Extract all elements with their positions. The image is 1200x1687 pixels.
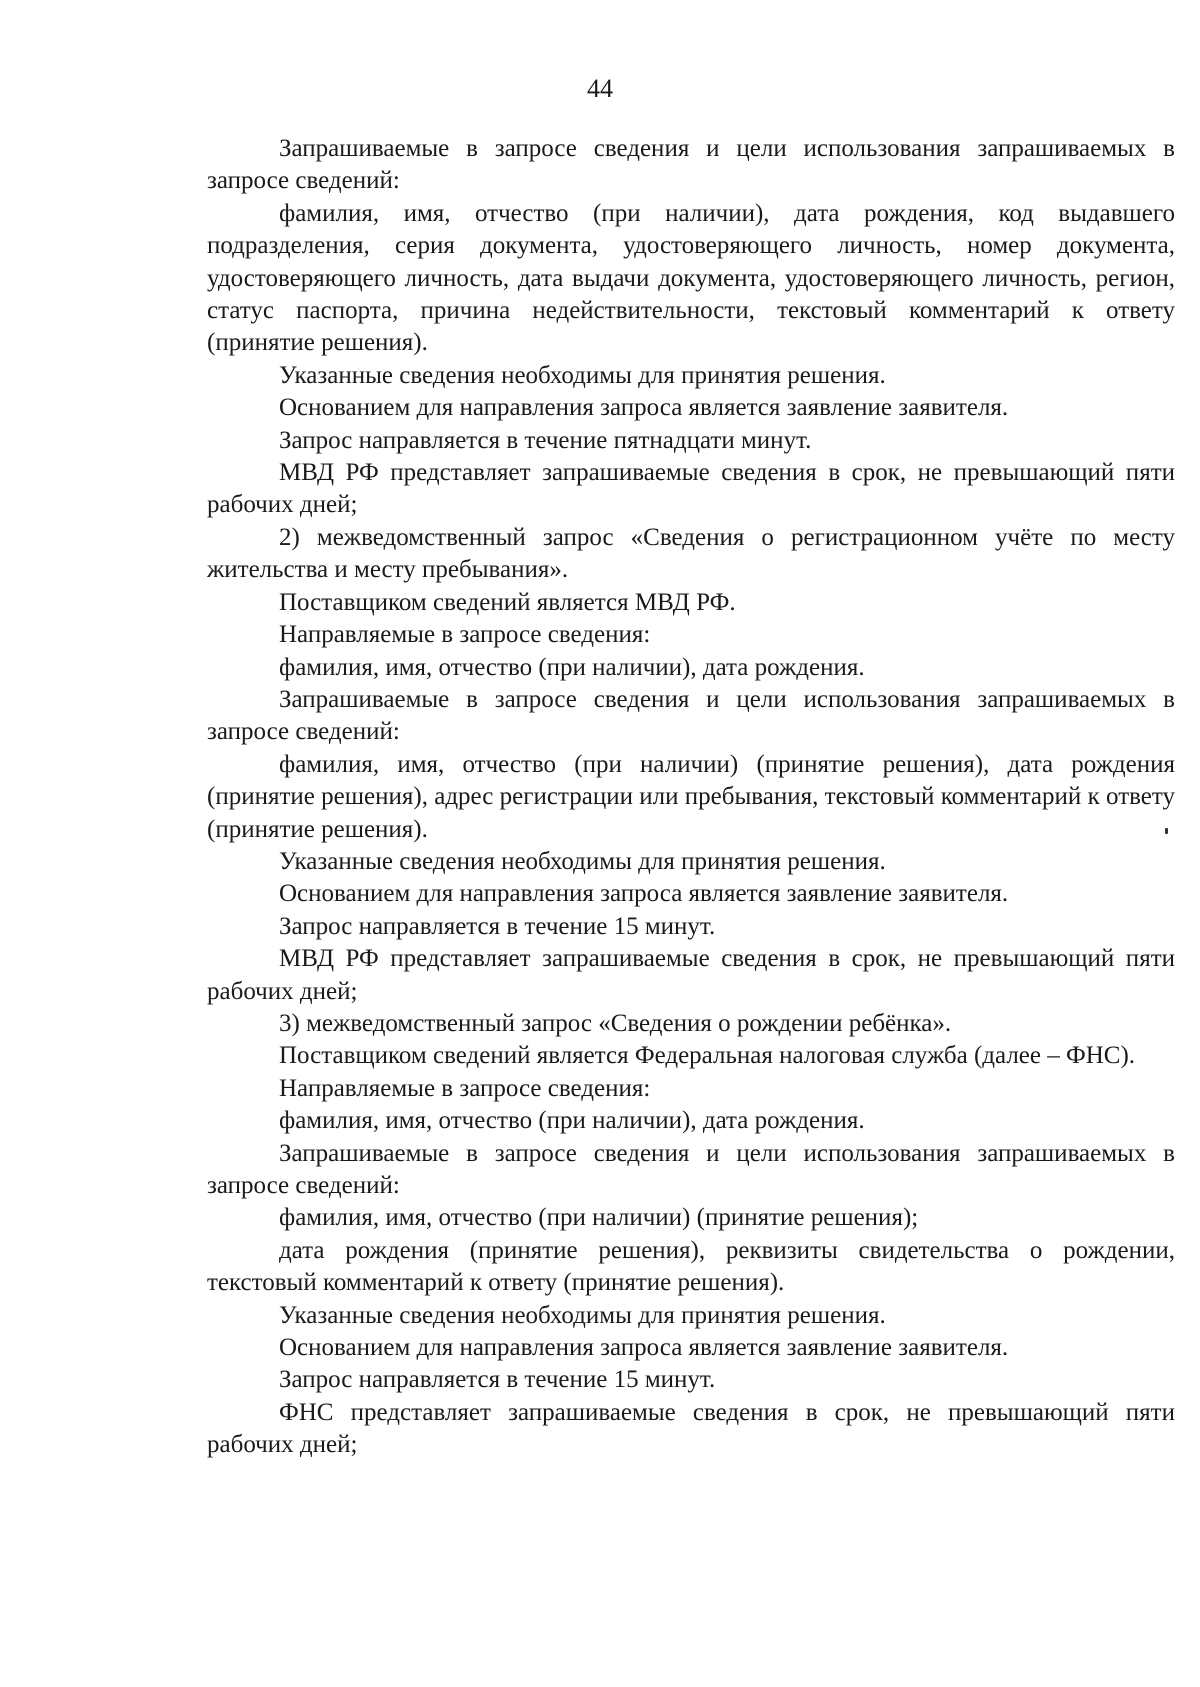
paragraph: Основанием для направления запроса является заявление заявителя. — [279, 394, 1009, 422]
paragraph: Указанные сведения необходимы для принятия решения. — [279, 847, 886, 875]
paragraph: Основанием для направления запроса является заявление заявителя. — [279, 880, 1009, 908]
paragraph: Запрос направляется в течение пятнадцати минут. — [279, 426, 812, 454]
paragraph: Запрашиваемые в запросе сведения и цели использования запрашиваемых в запросе сведений: — [207, 1139, 1175, 1199]
paragraph: фамилия, имя, отчество (при наличии), дата рождения. — [279, 653, 865, 681]
paragraph: Запрашиваемые в запросе сведения и цели использования запрашиваемых в запросе сведений: — [207, 685, 1175, 746]
paragraph: Указанные сведения необходимы для принятия решения. — [279, 361, 886, 389]
paragraph: Поставщиком сведений является МВД РФ. — [279, 588, 736, 616]
paragraph: Направляемые в запросе сведения: — [279, 1074, 651, 1102]
paragraph: фамилия, имя, отчество (при наличии) (принятие решения), дата рождения (принятие решения), адрес регистрации или пребывания, текстовый комментарий к ответу (принятие решения). — [207, 750, 1175, 843]
document-body — [207, 133, 1175, 1462]
paragraph: Поставщиком сведений является Федеральная налоговая служба (далее – ФНС). — [279, 1042, 1136, 1070]
paragraph: МВД РФ представляет запрашиваемые сведения в срок, не превышающий пяти рабочих дней; — [207, 459, 1175, 519]
paragraph: Основанием для направления запроса является заявление заявителя. — [279, 1334, 1009, 1362]
paragraph: 3) межведомственный запрос «Сведения о рождении ребёнка». — [279, 1009, 952, 1037]
paragraph: фамилия, имя, отчество (при наличии) (принятие решения); — [279, 1204, 919, 1232]
paragraph: фамилия, имя, отчество (при наличии), дата рождения. — [279, 1107, 865, 1135]
paragraph: фамилия, имя, отчество (при наличии), дата рождения, код выдавшего подразделения, серия документа, удостоверяющего личность, номер документа, удостоверяющего личность, дата выдачи документа, удостоверяющего личность, регион, статус паспорта, причина недействительности, текстовый комментарий к ответу (принятие решения). — [207, 199, 1175, 357]
paragraph: дата рождения (принятие решения), реквизиты свидетельства о рождении, текстовый комментарий к ответу (принятие решения). — [207, 1236, 1175, 1297]
scan-speck — [1165, 828, 1168, 834]
paragraph: Запрашиваемые в запросе сведения и цели использования запрашиваемых в запросе сведений: — [207, 135, 1175, 195]
paragraph: ФНС представляет запрашиваемые сведения в срок, не превышающий пяти рабочих дней; — [207, 1398, 1175, 1459]
paragraph: Указанные сведения необходимы для принятия решения. — [279, 1301, 886, 1329]
paragraph: Запрос направляется в течение 15 минут. — [279, 1366, 716, 1394]
page-number: 44 — [587, 74, 613, 103]
paragraph: МВД РФ представляет запрашиваемые сведения в срок, не превышающий пяти рабочих дней; — [207, 945, 1175, 1005]
paragraph: 2) межведомственный запрос «Сведения о регистрационном учёте по месту жительства и месту пребывания». — [207, 523, 1175, 584]
paragraph: Направляемые в запросе сведения: — [279, 621, 651, 649]
paragraph: Запрос направляется в течение 15 минут. — [279, 912, 716, 940]
